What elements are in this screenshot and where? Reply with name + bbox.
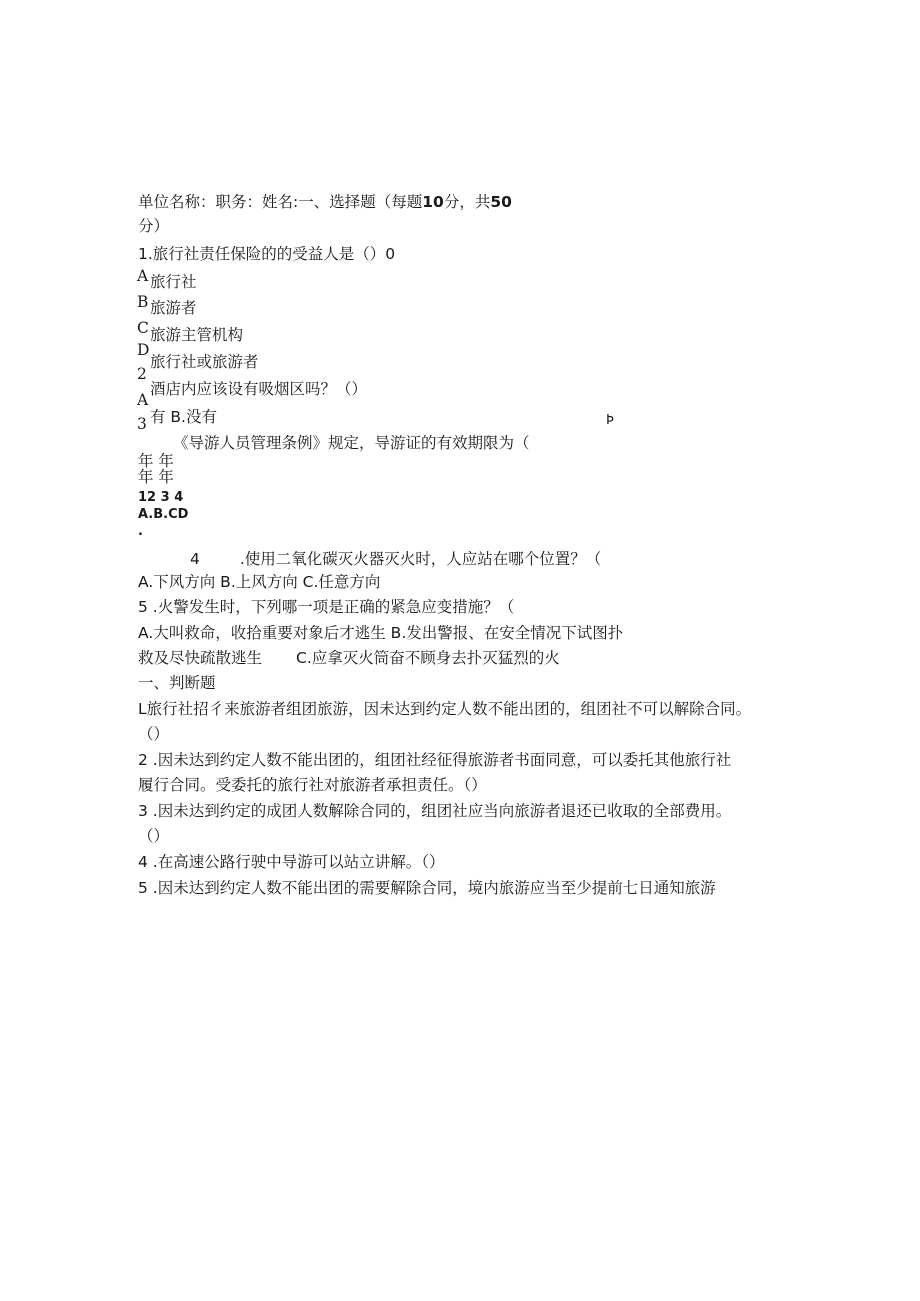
header-points: 10: [422, 193, 444, 211]
judgment-item-1-line1: L旅行社招彳来旅游者组团旅游，因未达到约定人数不能出团的，组团社不可以解除合同。: [138, 700, 752, 718]
q5-stem: 5 .火警发生时，下列哪一项是正确的紧急应变措施？（: [138, 598, 515, 616]
q4-line: [190, 549, 601, 569]
q1-option-b-text: 旅游者: [150, 299, 197, 317]
q3-number-marker: 3: [137, 415, 147, 433]
q2-number: 2: [137, 365, 147, 383]
q1-option-c-letter: C: [137, 319, 149, 337]
judgment-item-2-line2: 履行合同。受委托的旅行社对旅游者承担责任。（）: [138, 776, 487, 794]
q2-stem: 酒店内应该设有吸烟区吗？（）: [150, 380, 368, 398]
stray-mark: Þ: [606, 413, 614, 428]
judgment-item-2-line1: 2 .因未达到约定人数不能出团的，组团社经征得旅游者书面同意，可以委托其他旅行社: [138, 751, 732, 769]
q3-year-row-2: 年 年: [138, 468, 174, 486]
q1-option-c-text: 旅游主管机构: [150, 326, 244, 344]
q5-options-line2: [138, 648, 560, 668]
q4-number: 4: [190, 550, 200, 568]
q4-stem: .使用二氧化碳灭火器灭火时，人应站在哪个位置？（: [239, 550, 602, 568]
judgment-item-1-line2: （）: [138, 725, 170, 743]
header-total: 50: [490, 193, 512, 211]
q3-year-row-1: 年 年: [138, 452, 174, 470]
q1-option-a-letter: A: [137, 267, 149, 285]
q1-option-d-text: 旅行社或旅游者: [150, 353, 259, 371]
q5-options-line1: A.大叫救命，收拾重要对象后才逃生 B.发出警报、在安全情况下试图扑: [138, 624, 624, 642]
header-prefix: 单位名称：职务：姓名:一、选择题（每题: [138, 193, 423, 211]
q3-stem: 《导游人员管理条例》规定，导游证的有效期限为（: [173, 434, 530, 452]
q2-options: 有 B.没有: [150, 408, 217, 426]
judgment-item-5-line1: 5 .因未达到约定人数不能出团的需要解除合同，境内旅游应当至少提前七日通知旅游: [138, 879, 716, 897]
q3-letters: A.B.CD: [138, 507, 189, 522]
judgment-item-4-line1: 4 .在高速公路行驶中导游可以站立讲解。（）: [138, 853, 445, 871]
q1-option-b-letter: B: [137, 293, 149, 311]
judgment-item-3-line2: （）: [138, 827, 170, 845]
q5-options-line2-b: C.应拿灭火筒奋不顾身去扑灭猛烈的火: [296, 649, 560, 667]
q3-numbers: 12 3 4: [138, 490, 184, 505]
q1-option-d-letter: D: [137, 341, 150, 359]
q1-stem: 1.旅行社责任保险的的受益人是（）0: [138, 245, 396, 263]
q5-options-line2-a: 救及尽快疏散逃生: [138, 649, 263, 667]
header-line: [138, 192, 512, 212]
q3-dot: .: [138, 524, 143, 539]
judgment-heading: 一、判断题: [138, 674, 216, 692]
header-suffix: 分）: [138, 217, 170, 235]
q1-option-a-text: 旅行社: [150, 273, 197, 291]
q4-options: A.下风方向 B.上风方向 C.任意方向: [138, 573, 381, 591]
q2-option-letter: A: [137, 391, 149, 409]
judgment-item-3-line1: 3 .因未达到约定的成团人数解除合同的，组团社应当向旅游者退还已收取的全部费用。: [138, 802, 732, 820]
header-middle: 分，共: [443, 193, 491, 211]
